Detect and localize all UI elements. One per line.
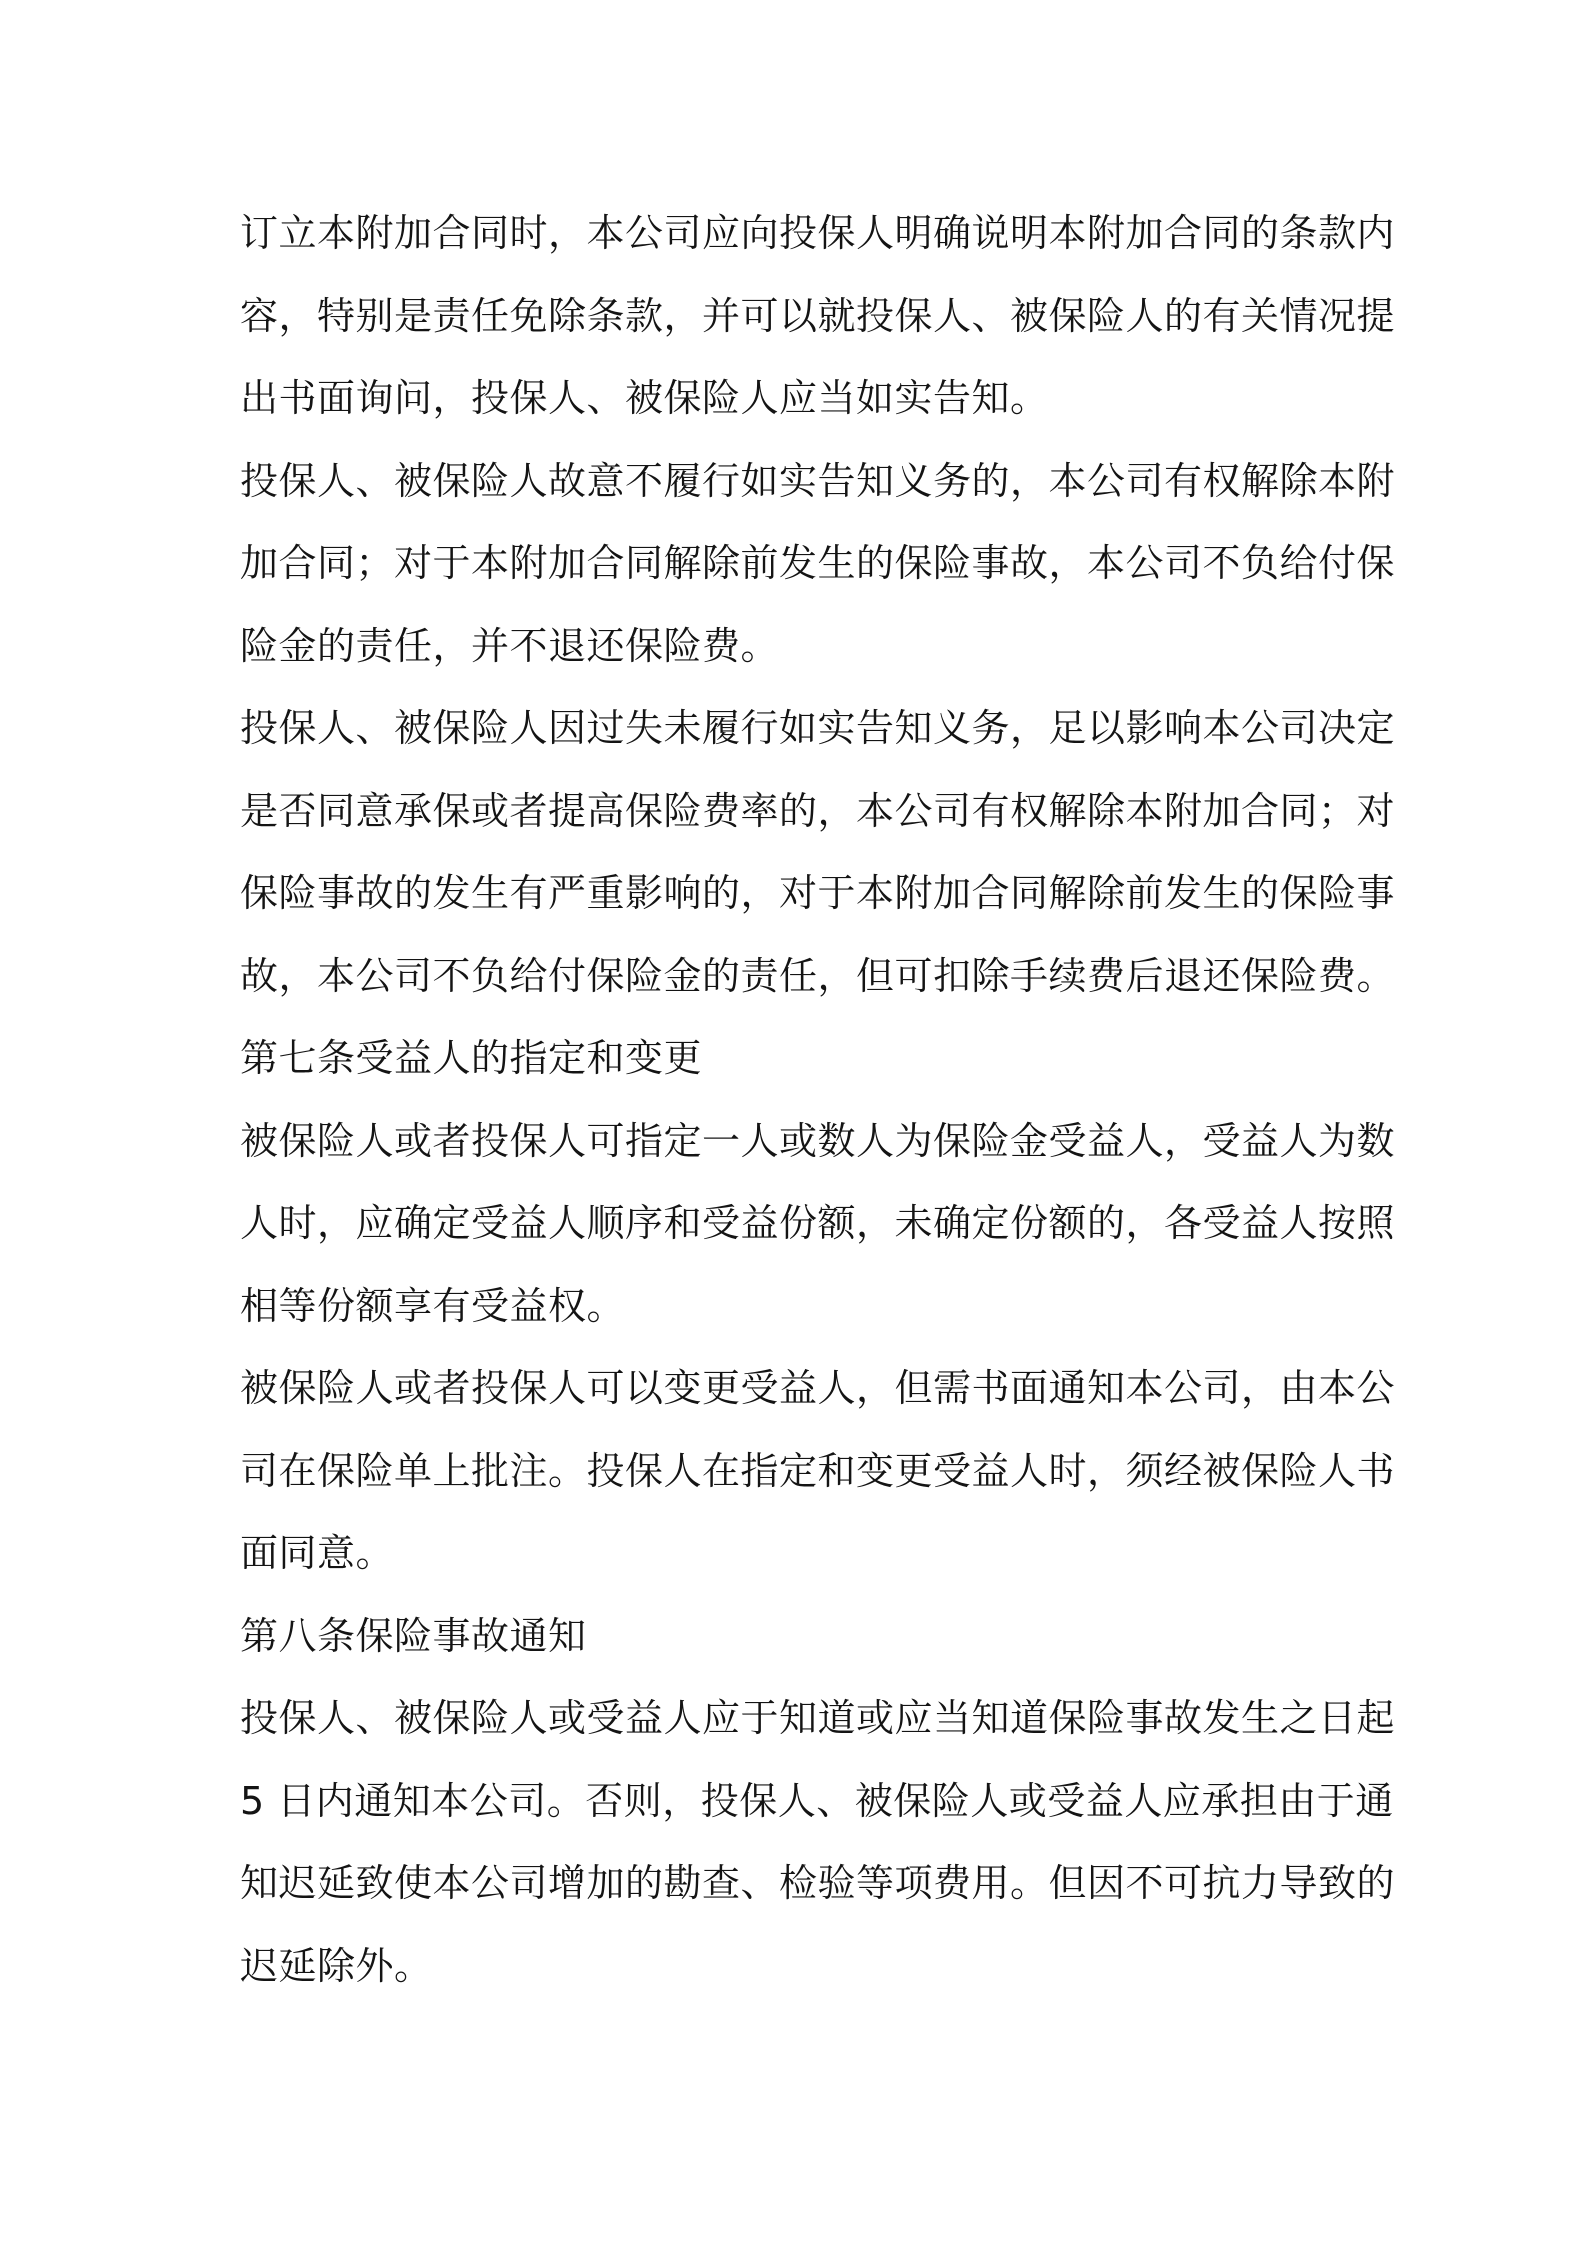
paragraph-intentional-nondisclosure	[240, 440, 1396, 688]
paragraph-beneficiary-designation	[240, 1100, 1396, 1348]
text-line: 故，本公司不负给付保险金的责任，但可扣除手续费后退还保险费。	[240, 953, 1396, 998]
text-line: 容，特别是责任免除条款，并可以就投保人、被保险人的有关情况提	[240, 293, 1396, 338]
text-line: 相等份额享有受益权。	[240, 1283, 626, 1328]
text-line: 被保险人或者投保人可指定一人或数人为保险金受益人，受益人为数	[240, 1118, 1396, 1163]
text-line: 被保险人或者投保人可以变更受益人，但需书面通知本公司，由本公	[240, 1366, 1396, 1410]
text-line: 投保人、被保险人因过失未履行如实告知义务，足以影响本公司决定	[240, 706, 1396, 750]
section-heading-article-7	[240, 1017, 1360, 1100]
text-line: 出书面询问，投保人、被保险人应当如实告知。	[240, 376, 1049, 420]
text-line: 险金的责任，并不退还保险费。	[240, 623, 780, 668]
paragraph-accident-notification	[240, 1677, 1396, 2007]
text-line: 投保人、被保险人故意不履行如实告知义务的，本公司有权解除本附	[240, 458, 1396, 503]
text-line: 迟延除外。	[240, 1943, 433, 1988]
heading-text: 第八条保险事故通知	[240, 1613, 587, 1658]
document-body	[240, 192, 1396, 2007]
text-line: 加合同；对于本附加合同解除前发生的保险事故，本公司不负给付保	[240, 541, 1396, 585]
text-line: 人时，应确定受益人顺序和受益份额，未确定份额的，各受益人按照	[240, 1201, 1396, 1245]
text-line: 司在保险单上批注。投保人在指定和变更受益人时，须经被保险人书	[240, 1448, 1396, 1493]
text-line: 订立本附加合同时，本公司应向投保人明确说明本附加合同的条款内	[240, 211, 1396, 255]
paragraph-disclosure-obligation	[240, 192, 1396, 440]
paragraph-negligent-nondisclosure	[240, 687, 1396, 1017]
text-line: 投保人、被保险人或受益人应于知道或应当知道保险事故发生之日起	[240, 1696, 1396, 1740]
text-line: 5 日内通知本公司。否则，投保人、被保险人或受益人应承担由于通	[240, 1778, 1394, 1823]
section-heading-article-8	[240, 1595, 1360, 1678]
text-line: 面同意。	[240, 1531, 395, 1575]
heading-text: 第七条受益人的指定和变更	[240, 1036, 703, 1080]
text-line: 是否同意承保或者提高保险费率的，本公司有权解除本附加合同；对	[240, 788, 1396, 833]
paragraph-beneficiary-change	[240, 1347, 1396, 1595]
text-line: 知迟延致使本公司增加的勘查、检验等项费用。但因不可抗力导致的	[240, 1861, 1396, 1905]
text-line: 保险事故的发生有严重影响的，对于本附加合同解除前发生的保险事	[240, 871, 1396, 915]
